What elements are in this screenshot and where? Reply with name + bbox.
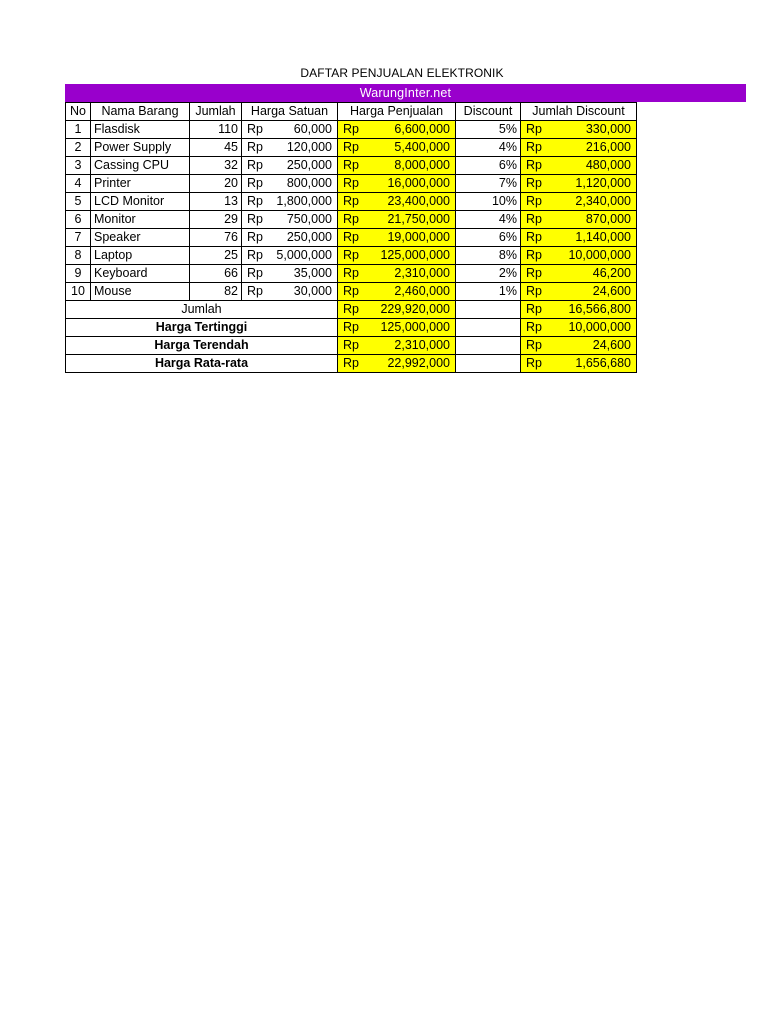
currency-label: Rp — [526, 284, 542, 298]
money-cell — [338, 355, 456, 373]
header-row — [66, 103, 637, 121]
amount-value: 1,656,680 — [575, 356, 631, 370]
amount-value: 10,000,000 — [568, 320, 631, 334]
row-discount: 7% — [456, 175, 521, 193]
row-jumlah: 110 — [190, 121, 242, 139]
amount-value: 35,000 — [293, 266, 332, 280]
currency-label: Rp — [247, 230, 263, 244]
summary-empty-cell — [456, 355, 521, 373]
row-no: 6 — [66, 211, 91, 229]
currency-label: Rp — [247, 194, 263, 208]
money-cell — [521, 157, 637, 175]
currency-label: Rp — [343, 356, 359, 370]
currency-label: Rp — [526, 122, 542, 136]
amount-value: 2,310,000 — [394, 266, 450, 280]
currency-label: Rp — [526, 338, 542, 352]
header-harga-satuan: Harga Satuan — [242, 103, 338, 121]
row-jumlah: 76 — [190, 229, 242, 247]
row-discount: 4% — [456, 211, 521, 229]
amount-value: 21,750,000 — [387, 212, 450, 226]
currency-label: Rp — [247, 212, 263, 226]
amount-value: 30,000 — [293, 284, 332, 298]
amount-value: 750,000 — [286, 212, 332, 226]
money-cell — [242, 121, 338, 139]
summary-label: Jumlah — [66, 301, 338, 319]
currency-label: Rp — [526, 158, 542, 172]
money-cell — [338, 247, 456, 265]
money-cell — [521, 175, 637, 193]
amount-value: 250,000 — [286, 158, 332, 172]
amount-value: 125,000,000 — [380, 320, 450, 334]
money-cell — [521, 229, 637, 247]
amount-value: 5,400,000 — [394, 140, 450, 154]
amount-value: 800,000 — [286, 176, 332, 190]
summary-label: Harga Rata-rata — [66, 355, 338, 373]
summary-label: Harga Terendah — [66, 337, 338, 355]
money-cell — [521, 283, 637, 301]
row-jumlah: 45 — [190, 139, 242, 157]
money-cell — [338, 283, 456, 301]
summary-row — [66, 355, 637, 373]
money-cell — [521, 355, 637, 373]
currency-label: Rp — [343, 284, 359, 298]
amount-value: 1,140,000 — [575, 230, 631, 244]
currency-label: Rp — [343, 266, 359, 280]
amount-value: 24,600 — [592, 338, 631, 352]
currency-label: Rp — [526, 356, 542, 370]
summary-empty-cell — [456, 301, 521, 319]
amount-value: 8,000,000 — [394, 158, 450, 172]
money-cell — [338, 229, 456, 247]
money-cell — [242, 247, 338, 265]
currency-label: Rp — [343, 158, 359, 172]
amount-value: 250,000 — [286, 230, 332, 244]
money-cell — [242, 175, 338, 193]
amount-value: 1,800,000 — [276, 194, 332, 208]
money-cell — [338, 337, 456, 355]
table-row — [66, 283, 637, 301]
header-no: No — [66, 103, 91, 121]
table-row — [66, 175, 637, 193]
money-cell — [242, 211, 338, 229]
money-cell — [242, 265, 338, 283]
amount-value: 6,600,000 — [394, 122, 450, 136]
money-cell — [521, 319, 637, 337]
row-discount: 1% — [456, 283, 521, 301]
header-harga-penjualan: Harga Penjualan — [338, 103, 456, 121]
summary-empty-cell — [456, 319, 521, 337]
summary-label: Harga Tertinggi — [66, 319, 338, 337]
currency-label: Rp — [247, 266, 263, 280]
amount-value: 2,460,000 — [394, 284, 450, 298]
currency-label: Rp — [526, 230, 542, 244]
money-cell — [338, 139, 456, 157]
header-nama-barang: Nama Barang — [91, 103, 190, 121]
row-nama-barang: Mouse — [91, 283, 190, 301]
row-nama-barang: Cassing CPU — [91, 157, 190, 175]
header-jumlah-discount: Jumlah Discount — [521, 103, 637, 121]
currency-label: Rp — [247, 176, 263, 190]
money-cell — [521, 265, 637, 283]
money-cell — [338, 301, 456, 319]
row-nama-barang: Monitor — [91, 211, 190, 229]
currency-label: Rp — [343, 122, 359, 136]
currency-label: Rp — [247, 140, 263, 154]
amount-value: 46,200 — [592, 266, 631, 280]
amount-value: 16,566,800 — [568, 302, 631, 316]
money-cell — [521, 139, 637, 157]
currency-label: Rp — [526, 266, 542, 280]
row-jumlah: 66 — [190, 265, 242, 283]
currency-label: Rp — [343, 338, 359, 352]
amount-value: 216,000 — [585, 140, 631, 154]
row-discount: 8% — [456, 247, 521, 265]
currency-label: Rp — [247, 248, 263, 262]
money-cell — [242, 157, 338, 175]
summary-empty-cell — [456, 337, 521, 355]
row-nama-barang: Keyboard — [91, 265, 190, 283]
currency-label: Rp — [526, 248, 542, 262]
currency-label: Rp — [526, 320, 542, 334]
row-jumlah: 25 — [190, 247, 242, 265]
currency-label: Rp — [343, 176, 359, 190]
money-cell — [242, 283, 338, 301]
currency-label: Rp — [343, 302, 359, 316]
table-row — [66, 157, 637, 175]
amount-value: 16,000,000 — [387, 176, 450, 190]
money-cell — [242, 139, 338, 157]
row-discount: 10% — [456, 193, 521, 211]
row-nama-barang: Power Supply — [91, 139, 190, 157]
amount-value: 1,120,000 — [575, 176, 631, 190]
currency-label: Rp — [526, 302, 542, 316]
row-no: 1 — [66, 121, 91, 139]
amount-value: 19,000,000 — [387, 230, 450, 244]
currency-label: Rp — [526, 176, 542, 190]
row-no: 10 — [66, 283, 91, 301]
row-discount: 5% — [456, 121, 521, 139]
money-cell — [521, 211, 637, 229]
row-discount: 4% — [456, 139, 521, 157]
header-discount: Discount — [456, 103, 521, 121]
money-cell — [338, 157, 456, 175]
row-jumlah: 32 — [190, 157, 242, 175]
money-cell — [338, 319, 456, 337]
currency-label: Rp — [343, 194, 359, 208]
header-jumlah: Jumlah — [190, 103, 242, 121]
table-row — [66, 121, 637, 139]
money-cell — [521, 337, 637, 355]
table-row — [66, 139, 637, 157]
money-cell — [338, 211, 456, 229]
row-jumlah: 29 — [190, 211, 242, 229]
row-discount: 6% — [456, 157, 521, 175]
currency-label: Rp — [343, 212, 359, 226]
currency-label: Rp — [526, 194, 542, 208]
row-no: 9 — [66, 265, 91, 283]
table-row — [66, 229, 637, 247]
summary-row — [66, 301, 637, 319]
amount-value: 2,340,000 — [575, 194, 631, 208]
currency-label: Rp — [247, 158, 263, 172]
summary-row — [66, 337, 637, 355]
row-nama-barang: Speaker — [91, 229, 190, 247]
money-cell — [521, 121, 637, 139]
sales-table — [65, 102, 637, 373]
row-nama-barang: Laptop — [91, 247, 190, 265]
table-row — [66, 265, 637, 283]
amount-value: 480,000 — [585, 158, 631, 172]
row-jumlah: 13 — [190, 193, 242, 211]
currency-label: Rp — [343, 320, 359, 334]
currency-label: Rp — [343, 230, 359, 244]
table-row — [66, 193, 637, 211]
row-nama-barang: Printer — [91, 175, 190, 193]
row-no: 2 — [66, 139, 91, 157]
money-cell — [242, 229, 338, 247]
amount-value: 120,000 — [286, 140, 332, 154]
amount-value: 5,000,000 — [276, 248, 332, 262]
row-no: 3 — [66, 157, 91, 175]
row-discount: 6% — [456, 229, 521, 247]
currency-label: Rp — [247, 284, 263, 298]
row-discount: 2% — [456, 265, 521, 283]
money-cell — [242, 193, 338, 211]
money-cell — [338, 193, 456, 211]
row-no: 7 — [66, 229, 91, 247]
summary-row — [66, 319, 637, 337]
money-cell — [338, 265, 456, 283]
amount-value: 24,600 — [592, 284, 631, 298]
row-jumlah: 82 — [190, 283, 242, 301]
row-nama-barang: Flasdisk — [91, 121, 190, 139]
currency-label: Rp — [526, 140, 542, 154]
amount-value: 870,000 — [585, 212, 631, 226]
amount-value: 330,000 — [585, 122, 631, 136]
row-no: 8 — [66, 247, 91, 265]
row-nama-barang: LCD Monitor — [91, 193, 190, 211]
amount-value: 60,000 — [293, 122, 332, 136]
row-no: 5 — [66, 193, 91, 211]
currency-label: Rp — [526, 212, 542, 226]
row-no: 4 — [66, 175, 91, 193]
amount-value: 229,920,000 — [380, 302, 450, 316]
row-jumlah: 20 — [190, 175, 242, 193]
money-cell — [338, 175, 456, 193]
currency-label: Rp — [343, 248, 359, 262]
money-cell — [521, 301, 637, 319]
table-row — [66, 211, 637, 229]
table-row — [66, 247, 637, 265]
currency-label: Rp — [343, 140, 359, 154]
currency-label: Rp — [247, 122, 263, 136]
amount-value: 125,000,000 — [380, 248, 450, 262]
amount-value: 23,400,000 — [387, 194, 450, 208]
amount-value: 2,310,000 — [394, 338, 450, 352]
amount-value: 10,000,000 — [568, 248, 631, 262]
money-cell — [521, 247, 637, 265]
amount-value: 22,992,000 — [387, 356, 450, 370]
money-cell — [521, 193, 637, 211]
money-cell — [338, 121, 456, 139]
site-banner: WarungInter.net — [65, 84, 746, 102]
sheet-title: DAFTAR PENJUALAN ELEKTRONIK — [300, 66, 504, 80]
